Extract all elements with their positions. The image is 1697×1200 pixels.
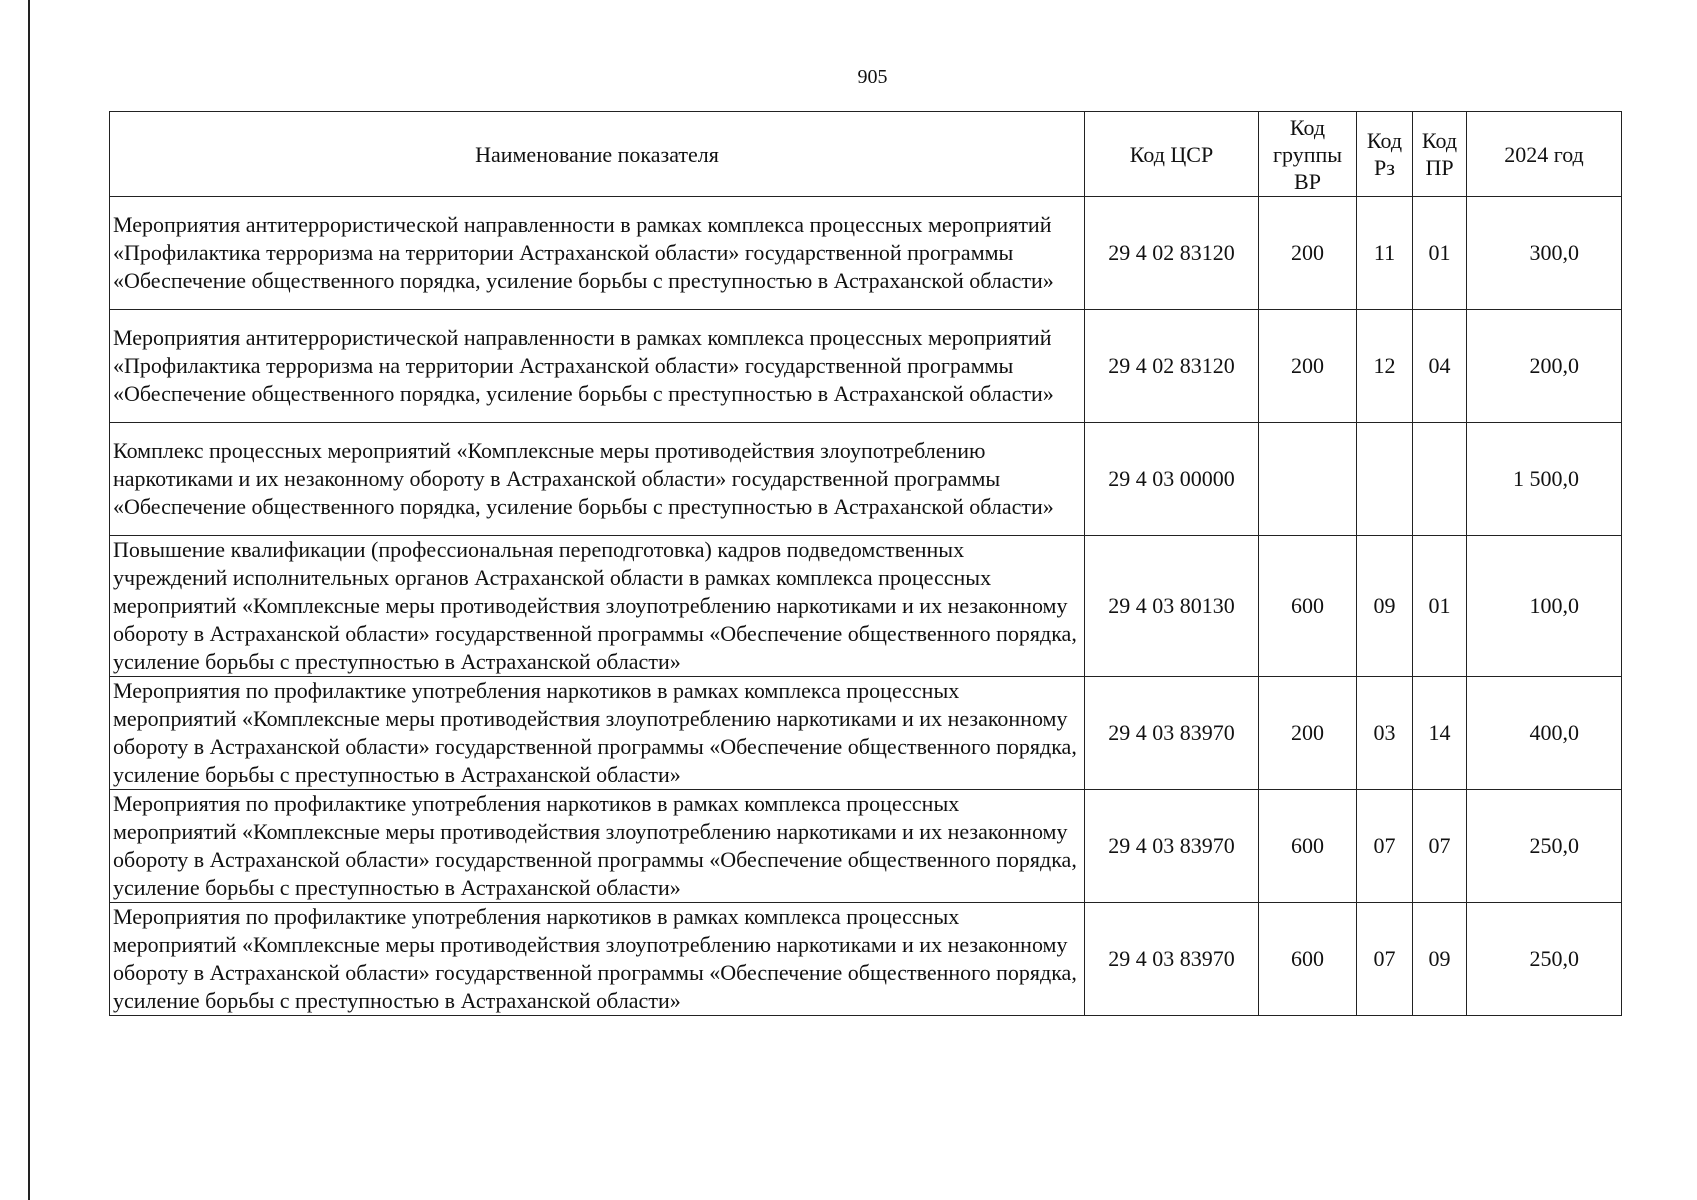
row-pr-code: 01 bbox=[1413, 197, 1467, 310]
row-rz-code: 07 bbox=[1357, 903, 1413, 1016]
row-rz-code: 07 bbox=[1357, 790, 1413, 903]
row-csr-code: 29 4 03 83970 bbox=[1085, 677, 1259, 790]
header-pr-code: Код ПР bbox=[1413, 112, 1467, 197]
row-rz-code bbox=[1357, 423, 1413, 536]
row-name: Повышение квалификации (профессиональная переподготовка) кадров подведомственных учреждений исполнительных органов Астраханской области в рамках комплекса процессных мероприятий «Комплексные меры противодействия злоупотреблению наркотиками и их незаконному обороту в Астраханской области» государственной программы «Обеспечение общественного порядка, усиление борьбы с преступностью в Астраханской области» bbox=[110, 536, 1085, 677]
table-row bbox=[110, 677, 1622, 790]
table-row bbox=[110, 310, 1622, 423]
row-csr-code: 29 4 03 83970 bbox=[1085, 903, 1259, 1016]
row-name: Комплекс процессных мероприятий «Комплексные меры противодействия злоупотреблению наркотиками и их незаконному обороту в Астраханской области» государственной программы «Обеспечение общественного порядка, усиление борьбы с преступностью в Астраханской области» bbox=[110, 423, 1085, 536]
table-row bbox=[110, 536, 1622, 677]
row-amount: 250,0 bbox=[1467, 790, 1622, 903]
budget-table bbox=[109, 111, 1622, 1016]
header-vr-code: Код группы ВР bbox=[1259, 112, 1357, 197]
row-rz-code: 03 bbox=[1357, 677, 1413, 790]
table-row bbox=[110, 790, 1622, 903]
row-csr-code: 29 4 03 00000 bbox=[1085, 423, 1259, 536]
row-rz-code: 12 bbox=[1357, 310, 1413, 423]
row-vr-code: 200 bbox=[1259, 310, 1357, 423]
row-pr-code bbox=[1413, 423, 1467, 536]
row-vr-code: 600 bbox=[1259, 790, 1357, 903]
row-pr-code: 07 bbox=[1413, 790, 1467, 903]
row-pr-code: 14 bbox=[1413, 677, 1467, 790]
header-year: 2024 год bbox=[1467, 112, 1622, 197]
row-csr-code: 29 4 03 80130 bbox=[1085, 536, 1259, 677]
table-row bbox=[110, 197, 1622, 310]
row-pr-code: 09 bbox=[1413, 903, 1467, 1016]
row-csr-code: 29 4 03 83970 bbox=[1085, 790, 1259, 903]
row-name: Мероприятия антитеррористической направленности в рамках комплекса процессных мероприятий «Профилактика терроризма на территории Астраханской области» государственной программы «Обеспечение общественного порядка, усиление борьбы с преступностью в Астраханской области» bbox=[110, 310, 1085, 423]
row-name: Мероприятия по профилактике употребления наркотиков в рамках комплекса процессных мероприятий «Комплексные меры противодействия злоупотреблению наркотиками и их незаконному обороту в Астраханской области» государственной программы «Обеспечение общественного порядка, усиление борьбы с преступностью в Астраханской области» bbox=[110, 790, 1085, 903]
row-pr-code: 04 bbox=[1413, 310, 1467, 423]
row-amount: 300,0 bbox=[1467, 197, 1622, 310]
table-row bbox=[110, 423, 1622, 536]
row-csr-code: 29 4 02 83120 bbox=[1085, 310, 1259, 423]
row-amount: 100,0 bbox=[1467, 536, 1622, 677]
row-csr-code: 29 4 02 83120 bbox=[1085, 197, 1259, 310]
page-number: 905 bbox=[857, 66, 888, 88]
row-name: Мероприятия по профилактике употребления наркотиков в рамках комплекса процессных мероприятий «Комплексные меры противодействия злоупотреблению наркотиками и их незаконному обороту в Астраханской области» государственной программы «Обеспечение общественного порядка, усиление борьбы с преступностью в Астраханской области» bbox=[110, 903, 1085, 1016]
header-name: Наименование показателя bbox=[110, 112, 1085, 197]
row-name: Мероприятия антитеррористической направленности в рамках комплекса процессных мероприятий «Профилактика терроризма на территории Астраханской области» государственной программы «Обеспечение общественного порядка, усиление борьбы с преступностью в Астраханской области» bbox=[110, 197, 1085, 310]
row-pr-code: 01 bbox=[1413, 536, 1467, 677]
row-rz-code: 11 bbox=[1357, 197, 1413, 310]
row-vr-code: 200 bbox=[1259, 677, 1357, 790]
row-amount: 250,0 bbox=[1467, 903, 1622, 1016]
table-header-row bbox=[110, 112, 1622, 197]
row-amount: 400,0 bbox=[1467, 677, 1622, 790]
header-rz-code: Код Рз bbox=[1357, 112, 1413, 197]
binding-margin-line bbox=[28, 0, 30, 1200]
row-rz-code: 09 bbox=[1357, 536, 1413, 677]
budget-table-container bbox=[109, 111, 1621, 1016]
row-vr-code bbox=[1259, 423, 1357, 536]
row-name: Мероприятия по профилактике употребления наркотиков в рамках комплекса процессных мероприятий «Комплексные меры противодействия злоупотреблению наркотиками и их незаконному обороту в Астраханской области» государственной программы «Обеспечение общественного порядка, усиление борьбы с преступностью в Астраханской области» bbox=[110, 677, 1085, 790]
row-amount: 200,0 bbox=[1467, 310, 1622, 423]
row-vr-code: 600 bbox=[1259, 536, 1357, 677]
row-vr-code: 200 bbox=[1259, 197, 1357, 310]
row-amount: 1 500,0 bbox=[1467, 423, 1622, 536]
row-vr-code: 600 bbox=[1259, 903, 1357, 1016]
table-row bbox=[110, 903, 1622, 1016]
header-csr-code: Код ЦСР bbox=[1085, 112, 1259, 197]
